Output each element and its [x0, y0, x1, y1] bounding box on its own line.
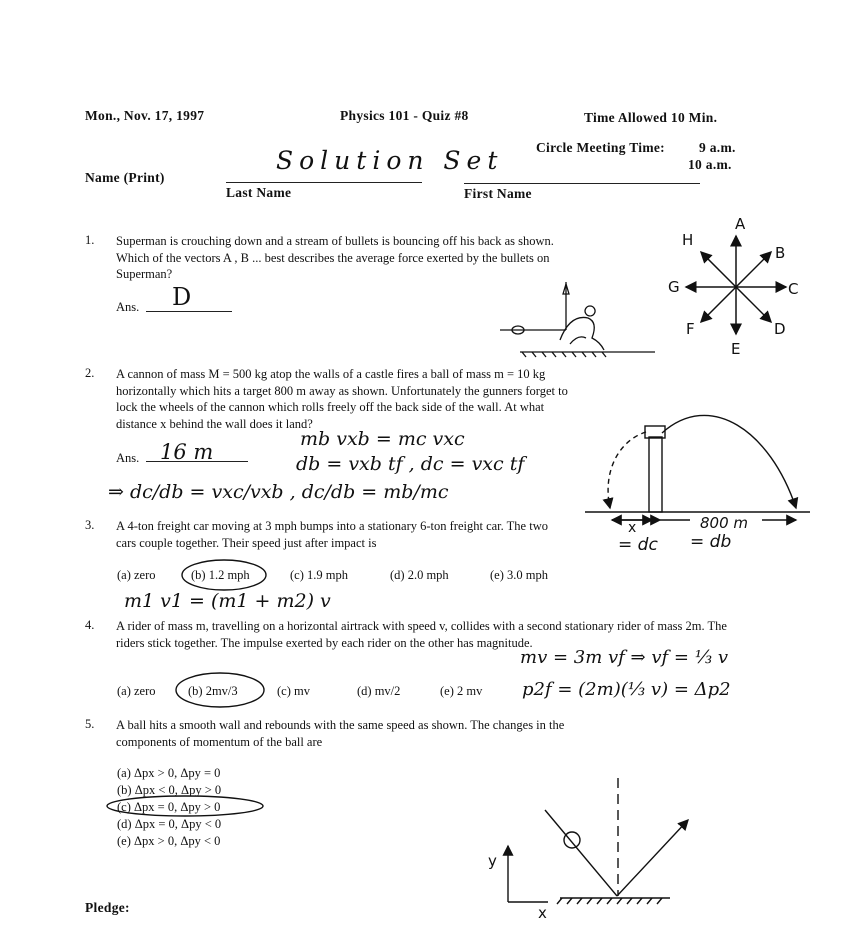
meeting-time-10am[interactable]: 10 a.m.	[688, 157, 732, 172]
q3-text: A 4-ton freight car moving at 3 mph bumps into a stationary 6-ton freight car. The two cars couple together. Their speed just after impact is	[116, 519, 548, 550]
q1-text: Superman is crouching down and a stream of bullets is bouncing off his back as shown. Which of the vectors A , B ... best describes the average force exerted by the bullets on Superman?	[116, 234, 554, 281]
q5-answer-circle	[107, 796, 263, 816]
q2-diagram-x: x	[628, 520, 637, 536]
vector-e-label: E	[731, 340, 741, 358]
q1-ans-label: Ans.	[116, 300, 140, 314]
vector-g-label: G	[668, 278, 680, 296]
q2-work-line3: ⇒ dc/db = vxc/vxb , dc/db = mb/mc	[108, 481, 449, 503]
incoming-path	[545, 810, 617, 896]
meeting-time-9am[interactable]: 9 a.m.	[699, 140, 736, 155]
q4-text: A rider of mass m, travelling on a horizontal airtrack with speed v, collides with a second stationary rider of mass 2m. The riders stick together. The impulse exerted by each rider on the other has magnitude.	[116, 619, 727, 650]
name-label: Name (Print)	[85, 170, 165, 185]
vector-a-label: A	[735, 215, 746, 233]
q3-answer-circle	[182, 560, 266, 590]
q1-answer[interactable]: D	[172, 283, 192, 311]
q3-option-a[interactable]: (a) zero	[117, 568, 156, 582]
ball	[564, 832, 580, 848]
q5-option-d[interactable]: (d) Δpx = 0, Δpy < 0	[117, 817, 222, 831]
q4-option-b[interactable]: (b) 2mv/3	[188, 684, 238, 698]
q3-option-b[interactable]: (b) 1.2 mph	[191, 568, 250, 582]
cannon	[645, 426, 665, 438]
vector-c-label: C	[788, 280, 799, 298]
last-name-label: Last Name	[226, 185, 292, 200]
q5-text: A ball hits a smooth wall and rebounds with the same speed as shown. The changes in the components of momentum of the ball are	[116, 718, 565, 749]
q2-diagram-db: = db	[690, 532, 732, 552]
vector-d-label: D	[774, 320, 786, 338]
first-name-label: First Name	[464, 186, 532, 201]
q2-number: 2.	[85, 366, 95, 380]
q3-option-d[interactable]: (d) 2.0 mph	[390, 568, 449, 582]
q5-ball-wall-drawing	[508, 778, 688, 904]
q2-text: A cannon of mass M = 500 kg atop the walls of a castle fires a ball of mass m = 10 kg horizontally which hits a target 800 m away as shown. Unfortunately the gunners forget to lock the wheels of the cannon which rolls freely off the back side of the wall. At what distance x behind the wall does it land?	[116, 367, 568, 431]
q4-option-a[interactable]: (a) zero	[117, 684, 156, 698]
handwritten-name[interactable]: Solution Set	[276, 146, 504, 175]
q4-work-line2: p2f = (2m)(⅓ v) = Δp2	[522, 679, 731, 700]
q2-castle-drawing	[585, 415, 810, 520]
q2-work-line1: mb vxb = mc vxc	[300, 428, 465, 450]
q3-work: m1 v1 = (m1 + m2) v	[124, 590, 331, 612]
course-title: Physics 101 - Quiz #8	[340, 108, 469, 123]
q2-work-line2: db = vxb tf , dc = vxc tf	[296, 453, 525, 475]
meeting-time-label: Circle Meeting Time:	[536, 140, 665, 155]
q4-work-line1: mv = 3m vf ⇒ vf = ⅓ v	[520, 647, 729, 668]
q5-option-e[interactable]: (e) Δpx > 0, Δpy < 0	[117, 834, 221, 848]
q2-answer[interactable]: 16 m	[160, 440, 214, 464]
q1-superman-drawing	[500, 282, 655, 357]
vector-h-arrow	[701, 252, 736, 287]
q2-ans-label: Ans.	[116, 451, 140, 465]
cannon-trajectory	[608, 432, 646, 508]
q5-axis-x: x	[538, 904, 547, 922]
vector-h-label: H	[682, 231, 694, 249]
q1-vector-star	[686, 236, 786, 334]
q4-option-c[interactable]: (c) mv	[277, 684, 310, 698]
q4-number: 4.	[85, 618, 95, 632]
q4-option-e[interactable]: (e) 2 mv	[440, 684, 483, 698]
q5-option-a[interactable]: (a) Δpx > 0, Δpy = 0	[117, 766, 221, 780]
quiz-date: Mon., Nov. 17, 1997	[85, 108, 205, 123]
time-allowed: Time Allowed 10 Min.	[584, 110, 718, 125]
vector-b-arrow	[736, 252, 771, 287]
q3-number: 3.	[85, 518, 95, 532]
vector-b-label: B	[775, 244, 786, 262]
q4-answer-circle	[176, 673, 264, 707]
q5-axis-y: y	[488, 852, 497, 870]
vector-d-arrow	[736, 287, 771, 322]
vector-f-arrow	[701, 287, 736, 322]
q5-number: 5.	[85, 717, 95, 731]
q2-diagram-800: 800 m	[700, 514, 749, 532]
pledge-label: Pledge:	[85, 900, 130, 915]
vector-f-label: F	[686, 320, 695, 338]
castle-wall	[649, 437, 662, 512]
q1-number: 1.	[85, 233, 95, 247]
ball-trajectory	[662, 415, 796, 508]
outgoing-path	[617, 820, 688, 896]
q3-option-e[interactable]: (e) 3.0 mph	[490, 568, 548, 582]
q5-option-c[interactable]: (c) Δpx = 0, Δpy > 0	[117, 800, 221, 814]
q3-option-c[interactable]: (c) 1.9 mph	[290, 568, 348, 582]
q2-diagram-dc: = dc	[618, 535, 658, 555]
q4-option-d[interactable]: (d) mv/2	[357, 684, 401, 698]
q5-option-b[interactable]: (b) Δpx < 0, Δpy > 0	[117, 783, 222, 797]
